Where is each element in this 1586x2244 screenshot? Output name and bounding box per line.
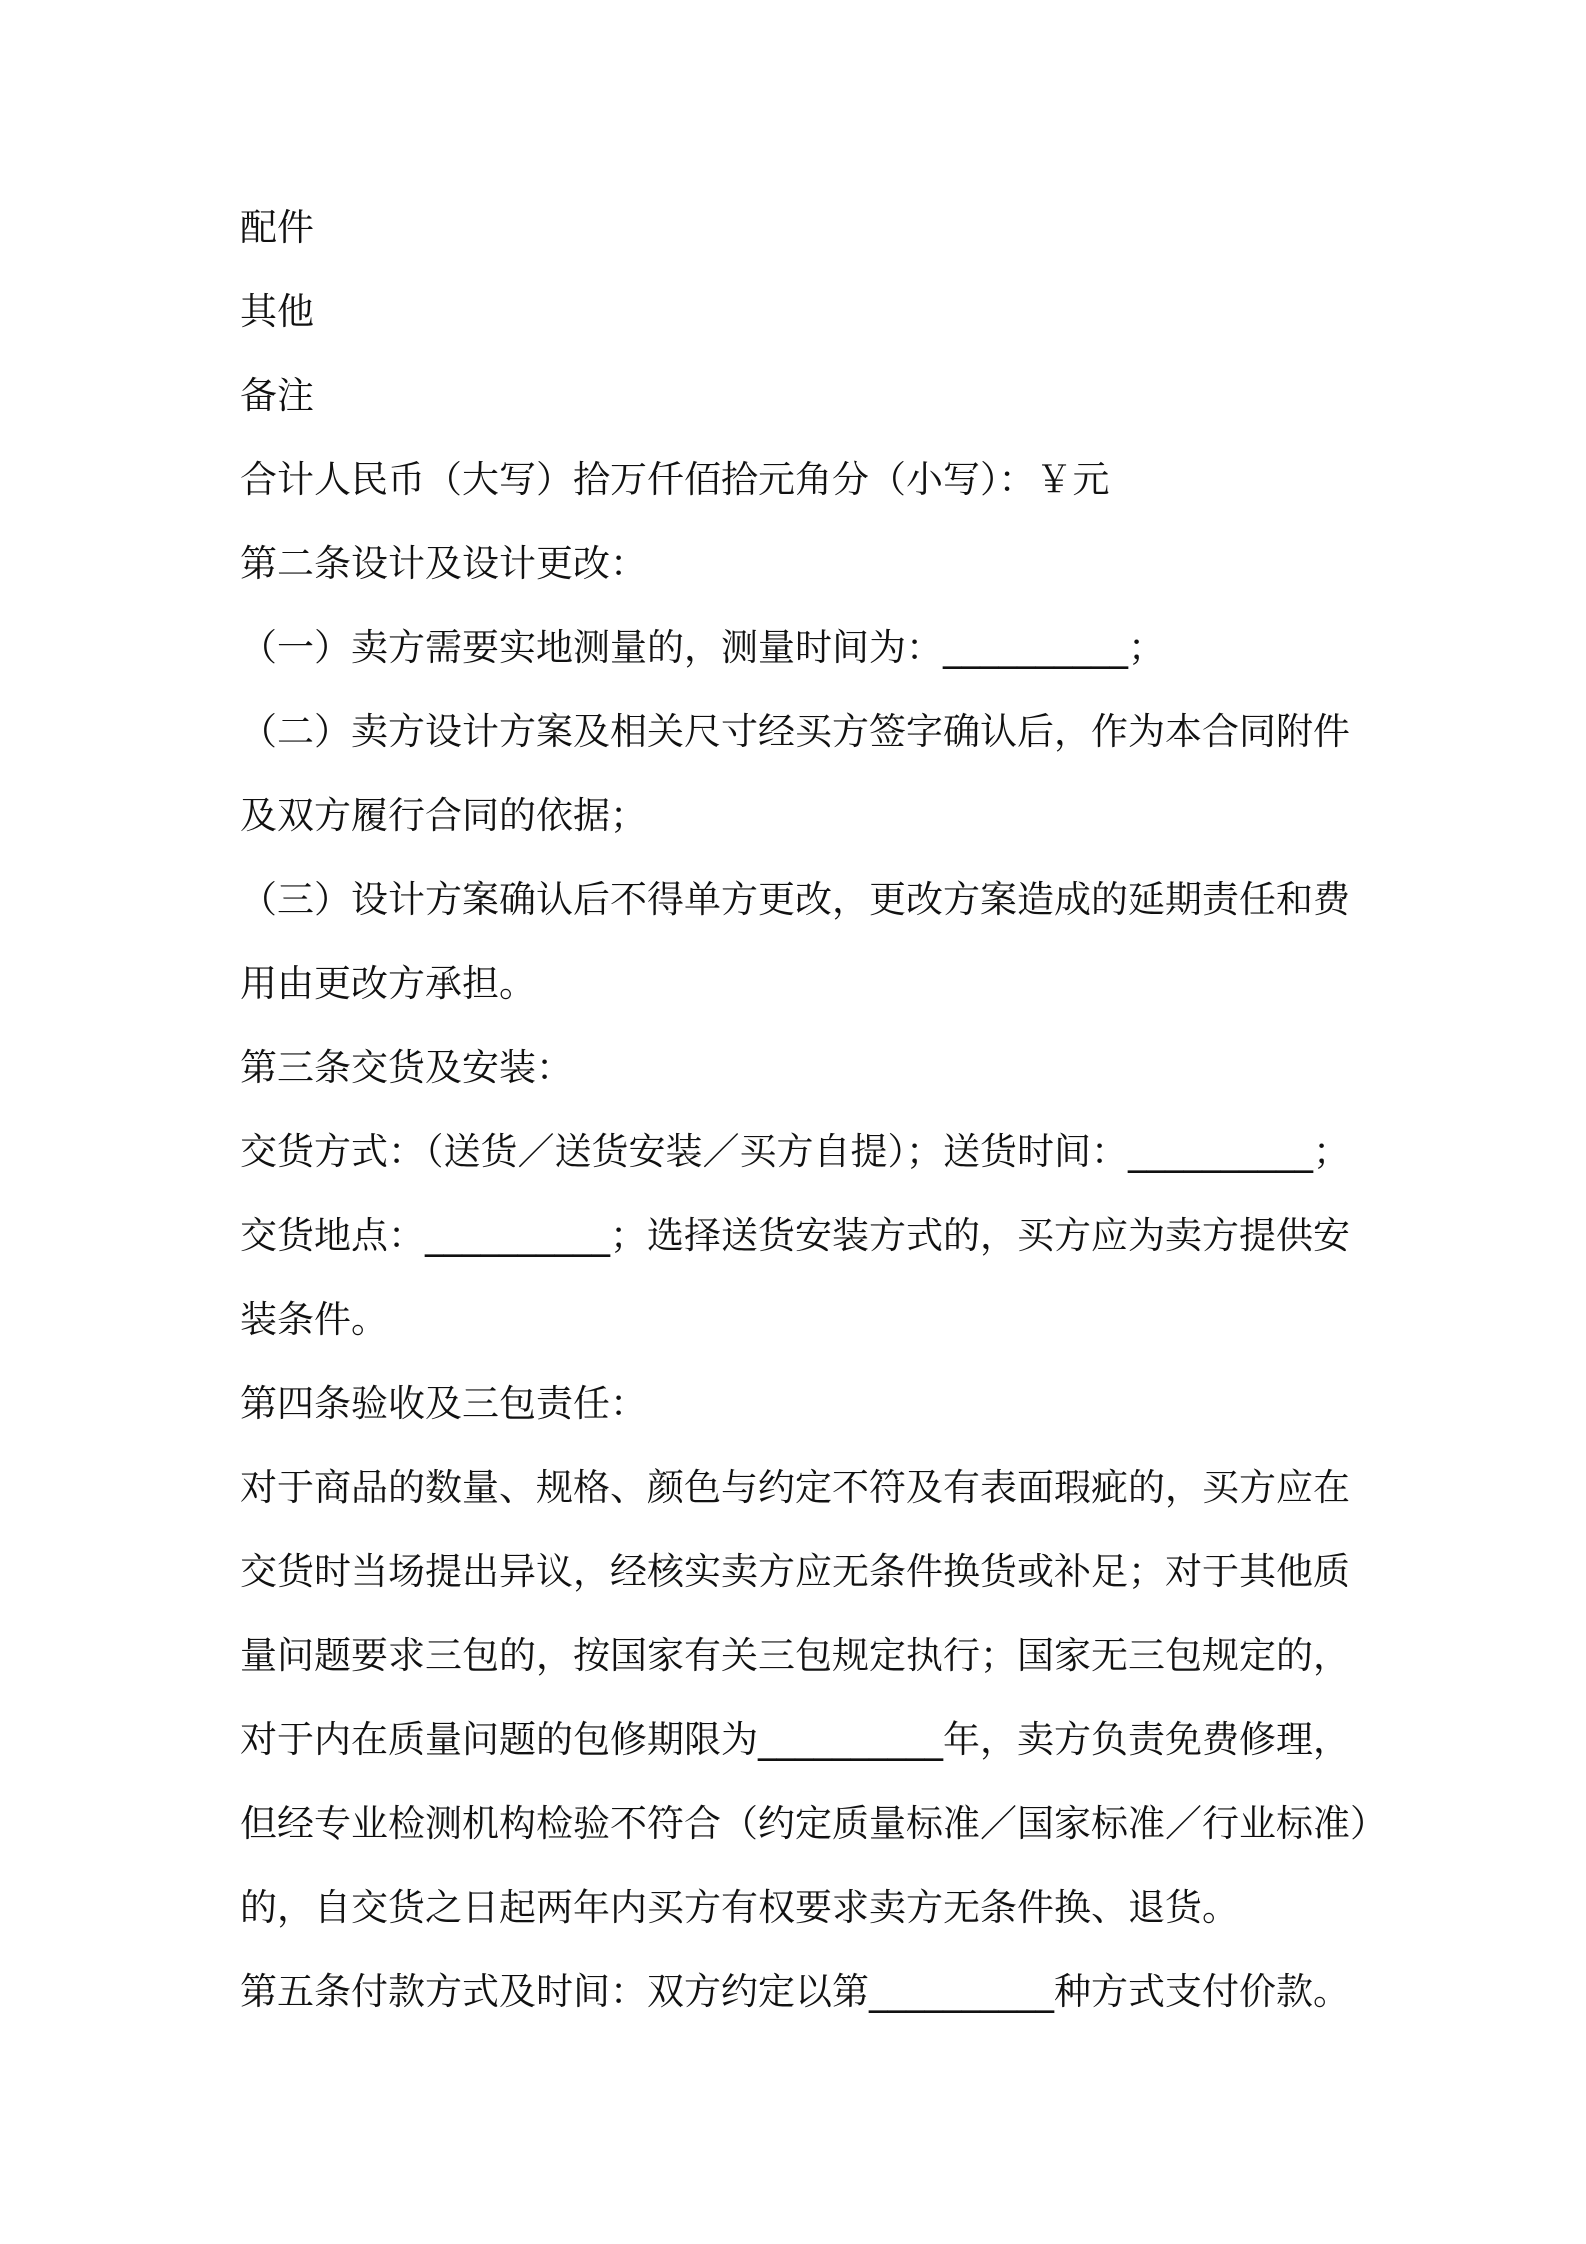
article-2-clause-3-line-1: （三）设计方案确认后不得单方更改，更改方案造成的延期责任和费 bbox=[240, 878, 1350, 921]
article-3-heading: 第三条交货及安装： bbox=[240, 1046, 573, 1089]
article-4-heading: 第四条验收及三包责任： bbox=[240, 1382, 647, 1425]
article-2-clause-2-line-1: （二）卖方设计方案及相关尺寸经买方签字确认后，作为本合同附件 bbox=[240, 710, 1350, 753]
article-2-clause-2-line-2: 及双方履行合同的依据； bbox=[240, 794, 647, 837]
article-4-paragraph-line-6: 的，自交货之日起两年内买方有权要求卖方无条件换、退货。 bbox=[240, 1886, 1239, 1929]
article-4-paragraph-line-2: 交货时当场提出异议，经核实卖方应无条件换货或补足；对于其他质 bbox=[240, 1550, 1350, 1593]
article-3-delivery-method: 交货方式：（送货／送货安装／买方自提）；送货时间：__________； bbox=[240, 1130, 1350, 1173]
text-line-parts: 配件 bbox=[240, 206, 314, 249]
article-3-delivery-location: 交货地点：__________；选择送货安装方式的，买方应为卖方提供安 bbox=[240, 1214, 1350, 1257]
article-4-paragraph-line-5: 但经专业检测机构检验不符合（约定质量标准／国家标准／行业标准） bbox=[240, 1802, 1387, 1845]
article-4-paragraph-line-1: 对于商品的数量、规格、颜色与约定不符及有表面瑕疵的，买方应在 bbox=[240, 1466, 1350, 1509]
article-2-clause-3-line-2: 用由更改方承担。 bbox=[240, 962, 536, 1005]
article-2-clause-1: （一）卖方需要实地测量的，测量时间为：__________； bbox=[240, 626, 1165, 669]
article-5-heading: 第五条付款方式及时间：双方约定以第__________种方式支付价款。 bbox=[240, 1970, 1350, 2013]
article-4-paragraph-line-3: 量问题要求三包的，按国家有关三包规定执行；国家无三包规定的， bbox=[240, 1634, 1350, 1677]
article-2-heading: 第二条设计及设计更改： bbox=[240, 542, 647, 585]
text-line-total-amount: 合计人民币（大写）拾万仟佰拾元角分（小写）：￥元 bbox=[240, 458, 1110, 501]
article-3-delivery-location-cont: 装条件。 bbox=[240, 1298, 388, 1341]
text-line-remarks: 备注 bbox=[240, 374, 314, 417]
text-line-other: 其他 bbox=[240, 290, 314, 333]
article-4-paragraph-line-4: 对于内在质量问题的包修期限为__________年，卖方负责免费修理， bbox=[240, 1718, 1350, 1761]
